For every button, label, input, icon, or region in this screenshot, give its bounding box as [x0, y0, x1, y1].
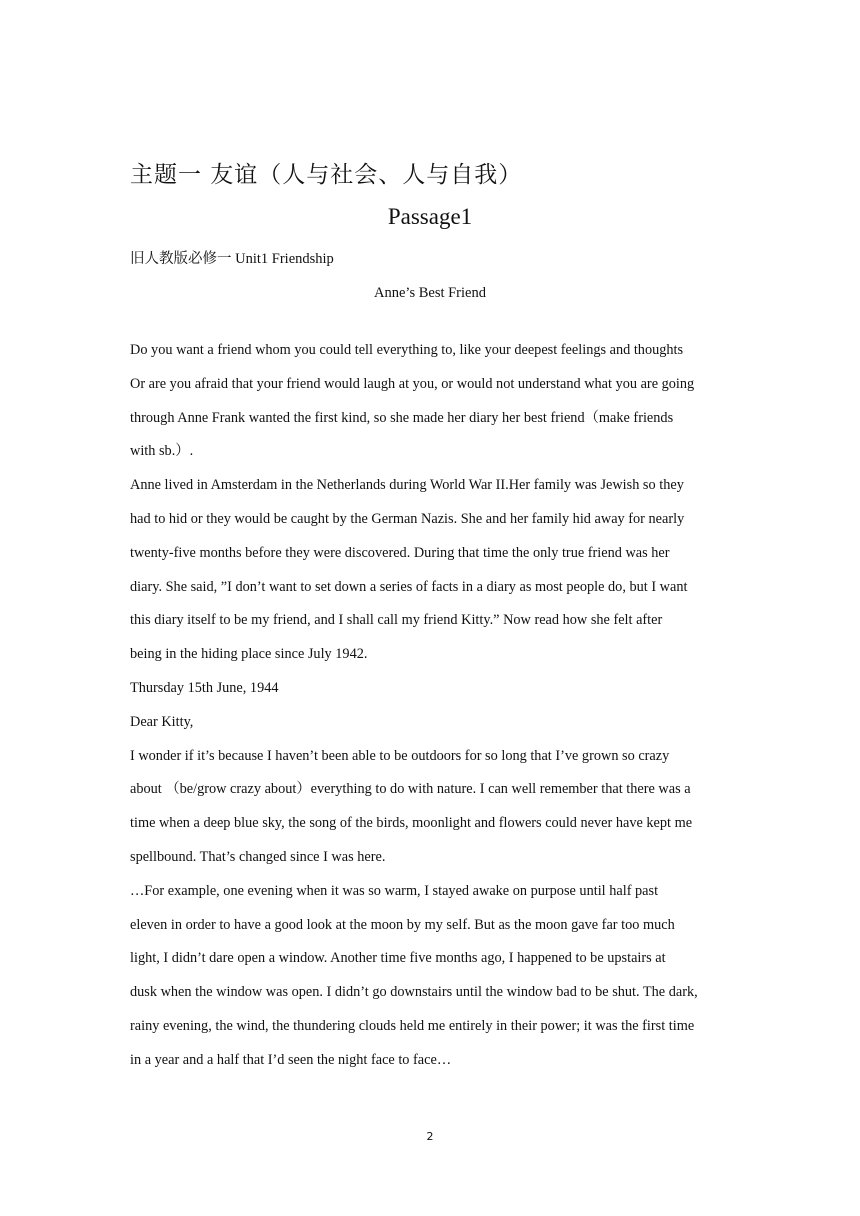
diary-date: Thursday 15th June, 1944: [130, 679, 279, 696]
text-line: Do you want a friend whom you could tell everything to, like your deepest feelings and thoughts: [130, 342, 684, 358]
text-line: eleven in order to have a good look at the moon by my self. But as the moon gave far too much: [130, 916, 675, 933]
text-line: rainy evening, the wind, the thundering clouds held me entirely in their power; it was the first time: [130, 1017, 695, 1034]
text-line: Or are you afraid that your friend would laugh at you, or would not understand what you are going: [130, 375, 695, 392]
passage-title: Passage1: [387, 204, 473, 229]
diary-salutation: Dear Kitty,: [130, 713, 194, 730]
text-line: Anne lived in Amsterdam in the Netherlands during World War II.Her family was Jewish so they: [130, 477, 684, 494]
text-line: …For example, one evening when it was so warm, I stayed awake on purpose until half past: [130, 882, 659, 899]
text-line: I wonder if it’s because I haven’t been able to be outdoors for so long that I’ve grown so crazy: [130, 747, 670, 764]
text-line: light, I didn’t dare open a window. Another time five months ago, I happened to be upstairs at: [130, 950, 666, 967]
text-line: spellbound. That’s changed since I was here.: [130, 848, 386, 865]
story-title: Anne’s Best Friend: [374, 285, 486, 301]
source-line: 旧人教版必修一 Unit1 Friendship: [130, 251, 334, 267]
page-number: 2: [426, 1130, 434, 1143]
text-line: through Anne Frank wanted the first kind, so she made her diary her best friend（make friends: [130, 409, 674, 426]
passage-body: [130, 341, 742, 1085]
text-line: twenty-five months before they were discovered. During that time the only true friend was her: [130, 544, 670, 561]
theme-heading: 主题一 友谊（人与社会、人与自我）: [130, 162, 523, 188]
text-line: this diary itself to be my friend, and I shall call my friend Kitty.” Now read how she felt after: [130, 612, 663, 629]
text-line: diary. She said, ”I don’t want to set down a series of facts in a diary as most people do, but I want: [130, 578, 688, 595]
text-line: time when a deep blue sky, the song of the birds, moonlight and flowers could never have kept me: [130, 815, 693, 832]
text-line: being in the hiding place since July 1942.: [130, 646, 368, 663]
text-line: had to hid or they would be caught by the German Nazis. She and her family hid away for nearly: [130, 510, 685, 527]
text-line: dusk when the window was open. I didn’t go downstairs until the window bad to be shut. The dark,: [130, 984, 698, 1001]
text-line: in a year and a half that I’d seen the night face to face…: [130, 1051, 452, 1068]
text-line: with sb.）.: [130, 443, 194, 460]
text-line: about （be/grow crazy about）everything to do with nature. I can well remember that there was a: [130, 781, 691, 798]
